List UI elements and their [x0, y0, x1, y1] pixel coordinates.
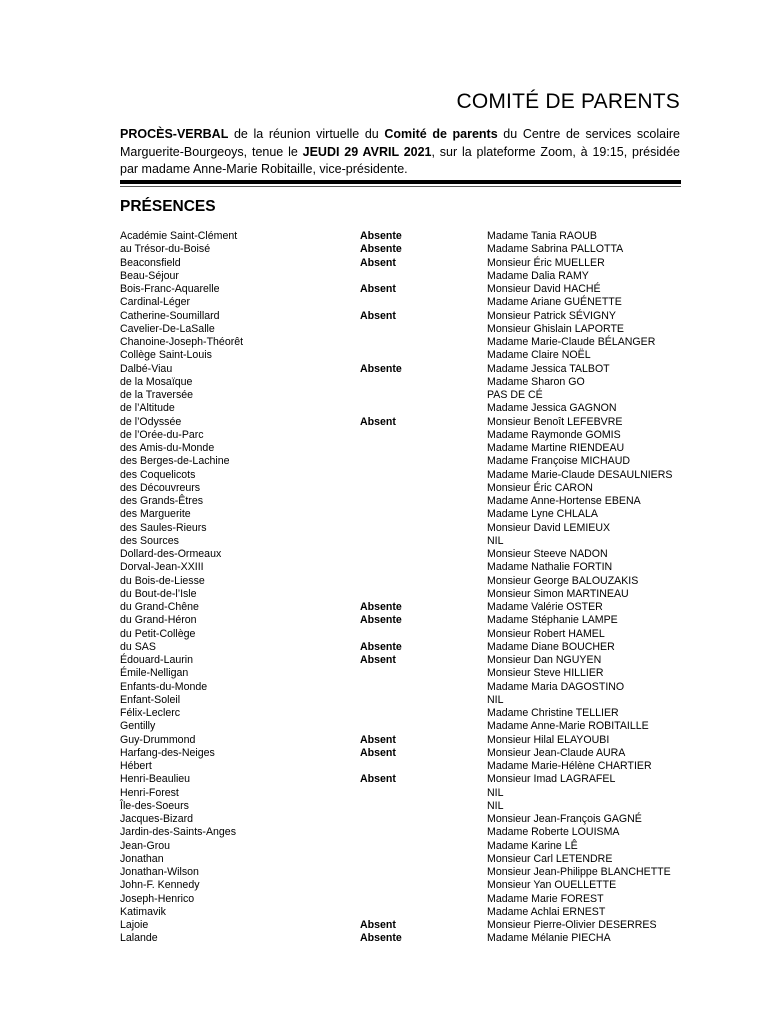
representative-name: Madame Marie-Claude DESAULNIERS [487, 468, 673, 481]
representative-name: Monsieur Pierre-Olivier DESERRES [487, 919, 657, 931]
representative-name: Madame Marie-Hélène CHARTIER [487, 760, 652, 772]
table-row [120, 243, 680, 256]
representative-name: Monsieur Hilal ELAYOUBI [487, 733, 610, 746]
representative-name: Monsieur Jean-François GAGNÉ [487, 813, 642, 825]
school-name: Harfang-des-Neiges [120, 746, 215, 759]
table-row [120, 734, 680, 747]
representative-name: Madame Jessica TALBOT [487, 362, 610, 375]
table-row [120, 429, 680, 442]
school-name: du Bois-de-Liesse [120, 574, 205, 587]
representative-name: Madame Marie-Claude BÉLANGER [487, 336, 656, 348]
representative-name: NIL [487, 799, 504, 812]
school-name: Joseph-Henrico [120, 892, 195, 905]
representative-name: Madame Sharon GO [487, 375, 585, 388]
intro-bold-comite: Comité de parents [384, 127, 498, 141]
table-row [120, 614, 680, 627]
representative-name: Madame Nathalie FORTIN [487, 561, 613, 574]
table-row [120, 747, 680, 760]
table-row [120, 853, 680, 866]
representative-name: Madame Stéphanie LAMPE [487, 614, 618, 627]
school-name: du SAS [120, 640, 156, 653]
table-row [120, 654, 680, 667]
table-row [120, 482, 680, 495]
attendance-status: Absente [360, 932, 402, 945]
table-row [120, 336, 680, 349]
attendance-status: Absent [360, 256, 396, 269]
representative-name: Monsieur Steeve NADON [487, 548, 608, 560]
school-name: des Coquelicots [120, 468, 196, 481]
attendance-status: Absent [360, 733, 396, 746]
school-name: Bois-Franc-Aquarelle [120, 283, 220, 295]
representative-name: Monsieur Patrick SÉVIGNY [487, 309, 616, 322]
representative-name: Madame Mélanie PIECHA [487, 932, 611, 945]
attendance-status: Absent [360, 309, 396, 322]
school-name: Cavelier-De-LaSalle [120, 322, 215, 335]
table-row [120, 561, 680, 574]
table-row [120, 296, 680, 309]
school-name: Lalande [120, 932, 158, 945]
representative-name: Madame Ariane GUÉNETTE [487, 296, 622, 309]
table-row [120, 773, 680, 786]
table-row [120, 508, 680, 521]
representative-name: Monsieur Imad LAGRAFEL [487, 773, 616, 786]
intro-text-2: du Centre de services scolaire Marguerite-Bourgeoys, tenue le [120, 127, 680, 159]
table-row [120, 455, 680, 468]
attendance-status: Absente [360, 243, 402, 256]
table-row [120, 230, 680, 243]
representative-name: Madame Karine LÊ [487, 839, 578, 852]
table-row [120, 641, 680, 654]
school-name: Enfants-du-Monde [120, 680, 208, 693]
table-row [120, 879, 680, 892]
representative-name: Madame Anne-Hortense EBENA [487, 495, 641, 507]
school-name: Jardin-des-Saints-Anges [120, 826, 236, 839]
representative-name: NIL [487, 693, 504, 706]
table-row [120, 495, 680, 508]
table-row [120, 813, 680, 826]
representative-name: Monsieur Éric MUELLER [487, 256, 605, 269]
representative-name: Madame Dalia RAMY [487, 269, 589, 282]
school-name: Lajoie [120, 919, 149, 931]
school-name: des Grands-Êtres [120, 495, 204, 507]
school-name: Cardinal-Léger [120, 296, 191, 309]
representative-name: Madame Raymonde GOMIS [487, 428, 621, 441]
presences-table [120, 230, 680, 946]
table-row [120, 906, 680, 919]
attendance-status: Absente [360, 601, 402, 613]
table-row [120, 760, 680, 773]
school-name: Édouard-Laurin [120, 654, 194, 666]
representative-name: Monsieur Éric CARON [487, 481, 593, 494]
school-name: Dalbé-Viau [120, 362, 173, 375]
attendance-status: Absente [360, 640, 402, 653]
representative-name: Madame Martine RIENDEAU [487, 442, 625, 454]
school-name: du Grand-Chêne [120, 601, 199, 613]
school-name: Île-des-Soeurs [120, 799, 189, 812]
table-row [120, 442, 680, 455]
school-name: Enfant-Soleil [120, 693, 181, 706]
school-name: Collège Saint-Louis [120, 349, 212, 362]
table-row [120, 932, 680, 945]
school-name: du Grand-Héron [120, 614, 197, 627]
representative-name: Monsieur Jean-Claude AURA [487, 746, 626, 759]
representative-name: Madame Maria DAGOSTINO [487, 680, 625, 693]
representative-name: Monsieur Robert HAMEL [487, 627, 605, 640]
table-row [120, 283, 680, 296]
table-row [120, 787, 680, 800]
representative-name: Monsieur Jean-Philippe BLANCHETTE [487, 866, 671, 878]
table-row [120, 349, 680, 362]
school-name: des Sources [120, 534, 179, 547]
school-name: Émile-Nelligan [120, 667, 189, 680]
table-row [120, 588, 680, 601]
table-row [120, 601, 680, 614]
school-name: de la Traversée [120, 389, 194, 401]
table-row [120, 707, 680, 720]
representative-name: Madame Lyne CHLALA [487, 508, 598, 521]
school-name: au Trésor-du-Boisé [120, 243, 211, 256]
representative-name: Madame Diane BOUCHER [487, 640, 615, 653]
school-name: Catherine-Soumillard [120, 309, 220, 322]
representative-name: Madame Christine TELLIER [487, 707, 619, 719]
table-row [120, 363, 680, 376]
intro-paragraph [120, 126, 680, 179]
representative-name: Madame Roberte LOUISMA [487, 826, 620, 839]
table-row [120, 826, 680, 839]
school-name: des Saules-Rieurs [120, 521, 207, 534]
representative-name: Madame Tania RAOUB [487, 230, 597, 242]
representative-name: Madame Achlai ERNEST [487, 905, 606, 918]
document-title: COMITÉ DE PARENTS [456, 90, 680, 113]
representative-name: Monsieur David LEMIEUX [487, 521, 611, 534]
section-divider [120, 180, 681, 184]
attendance-status: Absente [360, 230, 402, 242]
school-name: Jonathan [120, 852, 164, 865]
table-row [120, 310, 680, 323]
school-name: Jonathan-Wilson [120, 866, 199, 878]
school-name: du Petit-Collège [120, 627, 196, 640]
table-row [120, 628, 680, 641]
table-row [120, 720, 680, 733]
school-name: des Amis-du-Monde [120, 442, 215, 454]
attendance-status: Absent [360, 415, 396, 428]
representative-name: Monsieur Simon MARTINEAU [487, 587, 629, 600]
school-name: des Marguerite [120, 508, 191, 521]
table-row [120, 402, 680, 415]
table-row [120, 416, 680, 429]
attendance-status: Absent [360, 283, 396, 295]
intro-bold-date: JEUDI 29 AVRIL 2021 [302, 144, 432, 159]
table-row [120, 893, 680, 906]
school-name: Katimavik [120, 905, 166, 918]
school-name: Jacques-Bizard [120, 813, 194, 825]
representative-name: Madame Françoise MICHAUD [487, 455, 631, 468]
attendance-status: Absent [360, 654, 396, 666]
table-row [120, 522, 680, 535]
representative-name: Madame Jessica GAGNON [487, 402, 617, 415]
school-name: Académie Saint-Clément [120, 230, 238, 242]
intro-bold-proces-verbal: PROCÈS-VERBAL [120, 127, 229, 141]
school-name: de l’Altitude [120, 402, 175, 415]
attendance-status: Absent [360, 746, 396, 759]
representative-name: Monsieur David HACHÉ [487, 283, 601, 295]
representative-name: Monsieur Ghislain LAPORTE [487, 322, 624, 335]
representative-name: NIL [487, 786, 504, 799]
table-row [120, 919, 680, 932]
attendance-status: Absente [360, 362, 402, 375]
school-name: du Bout-de-l’Isle [120, 587, 197, 600]
school-name: Beaconsfield [120, 256, 181, 269]
representative-name: Madame Claire NOËL [487, 349, 591, 362]
attendance-status: Absent [360, 773, 396, 786]
table-row [120, 469, 680, 482]
table-row [120, 376, 680, 389]
representative-name: PAS DE CÉ [487, 389, 543, 401]
school-name: des Berges-de-Lachine [120, 455, 230, 468]
table-row [120, 800, 680, 813]
table-row [120, 575, 680, 588]
school-name: Jean-Grou [120, 839, 171, 852]
table-row [120, 840, 680, 853]
school-name: de l’Odyssée [120, 415, 182, 428]
table-row [120, 535, 680, 548]
representative-name: Madame Anne-Marie ROBITAILLE [487, 720, 649, 733]
intro-text-1: de la réunion virtuelle du [228, 127, 385, 141]
school-name: Henri-Beaulieu [120, 773, 191, 786]
school-name: Guy-Drummond [120, 733, 196, 746]
table-row [120, 667, 680, 680]
representative-name: Monsieur Dan NGUYEN [487, 654, 602, 666]
representative-name: Monsieur Yan OUELLETTE [487, 879, 617, 892]
school-name: Dollard-des-Ormeaux [120, 548, 222, 560]
school-name: Gentilly [120, 720, 156, 733]
school-name: de la Mosaïque [120, 375, 193, 388]
representative-name: Monsieur George BALOUZAKIS [487, 574, 639, 587]
representative-name: Monsieur Benoît LEFEBVRE [487, 415, 623, 428]
table-row [120, 389, 680, 402]
school-name: Beau-Séjour [120, 269, 179, 282]
table-row [120, 681, 680, 694]
representative-name: NIL [487, 534, 504, 547]
table-row [120, 866, 680, 879]
representative-name: Madame Valérie OSTER [487, 601, 603, 613]
table-row [120, 257, 680, 270]
representative-name: Monsieur Steve HILLIER [487, 667, 604, 680]
school-name: Henri-Forest [120, 786, 179, 799]
attendance-status: Absent [360, 919, 396, 931]
school-name: Chanoine-Joseph-Théorêt [120, 336, 244, 348]
representative-name: Madame Marie FOREST [487, 892, 604, 905]
intro-text-3: , sur la plateforme Zoom, à 19:15, présidée par madame Anne-Marie Robitaille, vice-présidente. [120, 144, 680, 176]
table-row [120, 323, 680, 336]
table-row [120, 548, 680, 561]
representative-name: Monsieur Carl LETENDRE [487, 852, 613, 865]
section-divider-shadow [120, 186, 681, 187]
school-name: de l’Orée-du-Parc [120, 428, 204, 441]
school-name: Félix-Leclerc [120, 707, 181, 719]
presences-heading: PRÉSENCES [120, 198, 216, 215]
table-row [120, 694, 680, 707]
school-name: des Découvreurs [120, 481, 201, 494]
attendance-status: Absente [360, 614, 402, 627]
representative-name: Madame Sabrina PALLOTTA [487, 243, 624, 256]
school-name: John-F. Kennedy [120, 879, 200, 892]
school-name: Hébert [120, 760, 152, 772]
school-name: Dorval-Jean-XXIII [120, 561, 204, 574]
table-row [120, 270, 680, 283]
